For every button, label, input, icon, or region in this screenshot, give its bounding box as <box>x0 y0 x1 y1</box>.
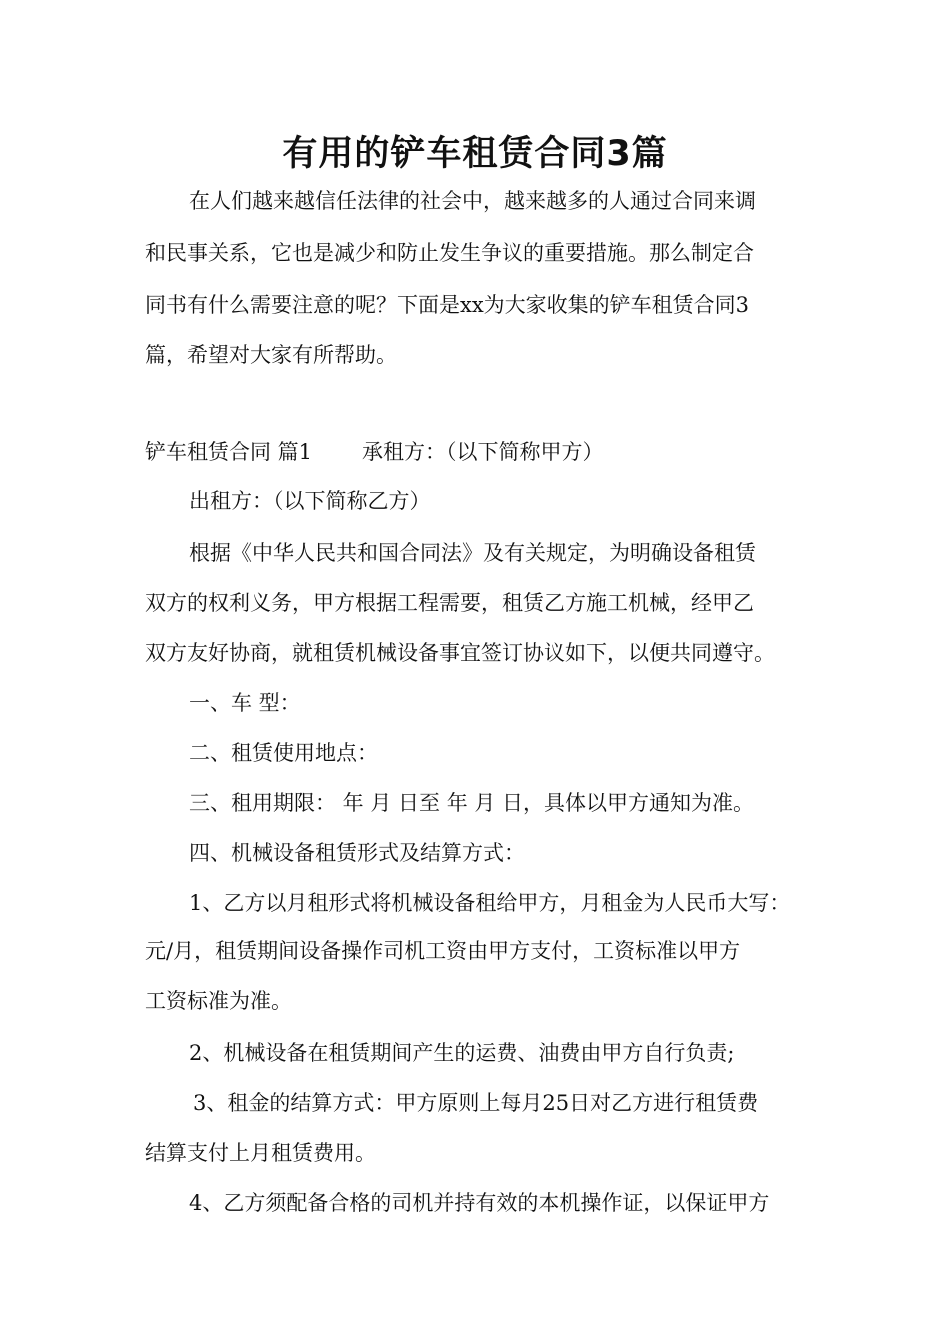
item-1-line-2: 元/月，租赁期间设备操作司机工资由甲方支付，工资标准以甲方 <box>145 939 741 963</box>
basis-line-1: 根据《中华人民共和国合同法》及有关规定，为明确设备租赁 <box>189 541 756 565</box>
item-1-line-3: 工资标准为准。 <box>145 989 292 1013</box>
basis-line-2: 双方的权利义务，甲方根据工程需要，租赁乙方施工机械，经甲乙 <box>145 591 754 615</box>
clause-term: 三、租用期限： 年 月 日至 年 月 日，具体以甲方通知为准。 <box>189 791 755 815</box>
item-4-line-1: 4、乙方须配备合格的司机并持有效的本机操作证，以保证甲方 <box>189 1191 770 1215</box>
item-1-line-1: 1、乙方以月租形式将机械设备租给甲方，月租金为人民币大写： <box>189 891 791 915</box>
intro-line-3: 同书有什么需要注意的呢？下面是xx为大家收集的铲车租赁合同3 <box>145 293 750 317</box>
clause-settlement: 四、机械设备租赁形式及结算方式： <box>189 841 525 865</box>
lessor-line: 出租方：（以下简称乙方） <box>189 489 431 513</box>
intro-line-1: 在人们越来越信任法律的社会中，越来越多的人通过合同来调 <box>189 189 756 213</box>
section-heading-line <box>145 437 825 467</box>
section-heading: 铲车租赁合同 篇1 <box>145 440 313 464</box>
item-3-line-1: 3、租金的结算方式：甲方原则上每月25日对乙方进行租赁费 <box>193 1091 759 1115</box>
lessee-line: 承租方：（以下简称甲方） <box>362 440 604 464</box>
item-3-line-2: 结算支付上月租赁费用。 <box>145 1141 376 1165</box>
basis-line-3: 双方友好协商，就租赁机械设备事宜签订协议如下，以便共同遵守。 <box>145 641 775 665</box>
item-2-line-1: 2、机械设备在租赁期间产生的运费、油费由甲方自行负责; <box>189 1041 735 1065</box>
intro-line-4: 篇，希望对大家有所帮助。 <box>145 343 397 367</box>
document-title: 有用的铲车租赁合同3篇 <box>282 134 668 174</box>
intro-line-2: 和民事关系，它也是减少和防止发生争议的重要措施。那么制定合 <box>145 241 754 265</box>
clause-location: 二、租赁使用地点： <box>189 741 378 765</box>
clause-vehicle-type: 一、车 型： <box>189 691 301 715</box>
